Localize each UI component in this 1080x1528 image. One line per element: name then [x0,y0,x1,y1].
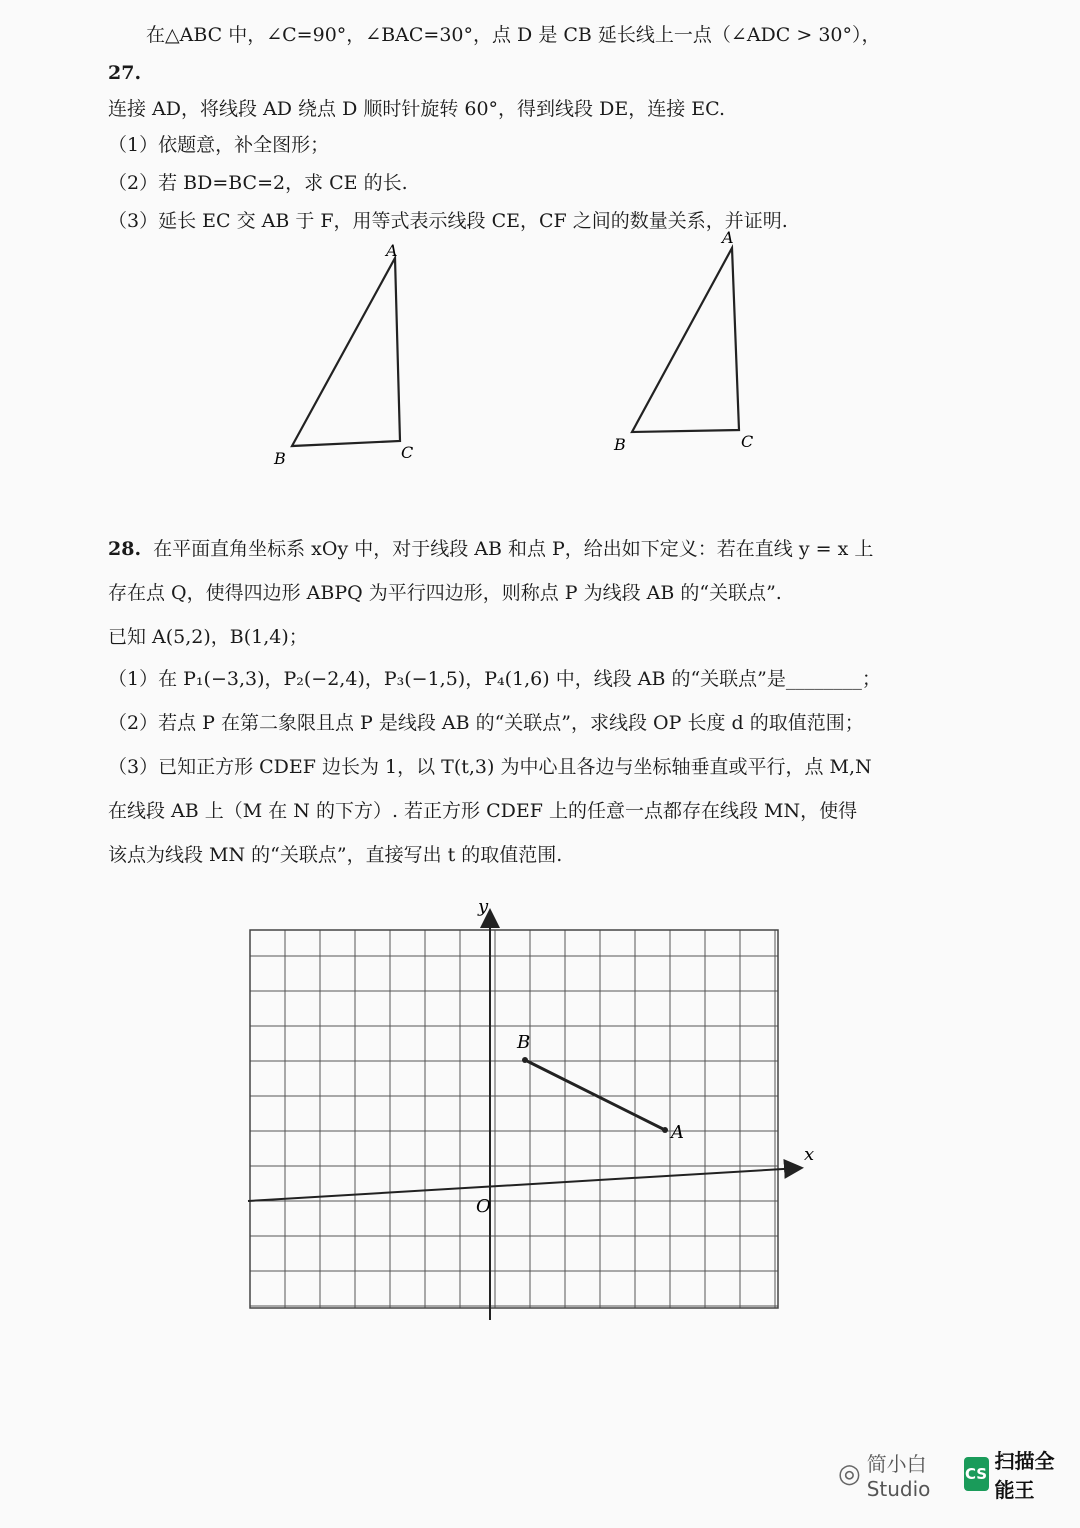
fig1-label-C: C [401,443,414,462]
x-axis [248,1168,800,1201]
wechat-icon: ◎ [838,1459,861,1489]
watermark-text: 简小白Studio [866,1451,931,1501]
point-A [662,1127,668,1133]
q28-part3c-text: 该点为线段 MN 的“关联点”，直接写出 t 的取值范围. [108,844,563,866]
y-axis-label: y [478,896,489,917]
fig2-label-B: B [614,435,626,454]
q28-number-label: 28. [108,538,142,560]
watermark-brand: 扫描全能王 [994,1449,1055,1502]
q27-part3-text: （3）延长 EC 交 AB 于 F，用等式表示线段 CE，CF 之间的数量关系，并证明. [108,210,788,232]
q27-line1-text: 在△ABC 中，∠C=90°，∠BAC=30°，点 D 是 CB 延长线上一点（∠ADC > 30°）， [146,24,881,46]
point-B-label: B [517,1032,531,1053]
segment-AB [525,1060,665,1130]
point-B [522,1057,528,1063]
fig2-label-C: C [741,432,754,451]
q27-number-label: 27. [108,62,142,84]
point-A-label: A [671,1122,684,1143]
grid-border [250,930,778,1308]
fig1-label-B: B [274,449,286,468]
fig2-label-A: A [722,228,734,247]
q27-part2-text: （2）若 BD=BC=2，求 CE 的长. [108,172,408,194]
q27-line2-text: 连接 AD，将线段 AD 绕点 D 顺时针旋转 60°，得到线段 DE，连接 EC. [108,98,726,120]
fig1-label-A: A [386,241,398,260]
origin-label: O [476,1196,491,1217]
camscanner-logo-icon: CS [964,1457,989,1491]
watermark [838,1444,1068,1504]
q28-part2-text: （2）若点 P 在第二象限且点 P 是线段 AB 的“关联点”，求线段 OP 长度 d 的取值范围； [108,712,864,734]
grid-lines [250,930,778,1308]
x-axis-label: x [804,1144,815,1165]
q28-line2-text: 存在点 Q，使得四边形 ABPQ 为平行四边形，则称点 P 为线段 AB 的“关联点”. [108,582,782,604]
q28-line1-text: 在平面直角坐标系 xOy 中，对于线段 AB 和点 P，给出如下定义：若在直线 y = x 上 [153,538,874,560]
q28-part3a-text: （3）已知正方形 CDEF 边长为 1，以 T(t,3) 为中心且各边与坐标轴垂直或平行，点 M,N [108,756,872,778]
q28-part3b-text: 在线段 AB 上（M 在 N 的下方）. 若正方形 CDEF 上的任意一点都存在线段 MN，使得 [108,800,858,822]
q27-part1-text: （1）依题意，补全图形； [108,134,330,156]
q28-part1-text: （1）在 P₁(−3,3)，P₂(−2,4)，P₃(−1,5)，P₄(1,6) 中，线段 AB 的“关联点”是________； [108,668,881,690]
q28-line3-text: 已知 A(5,2)，B(1,4)； [108,626,308,648]
